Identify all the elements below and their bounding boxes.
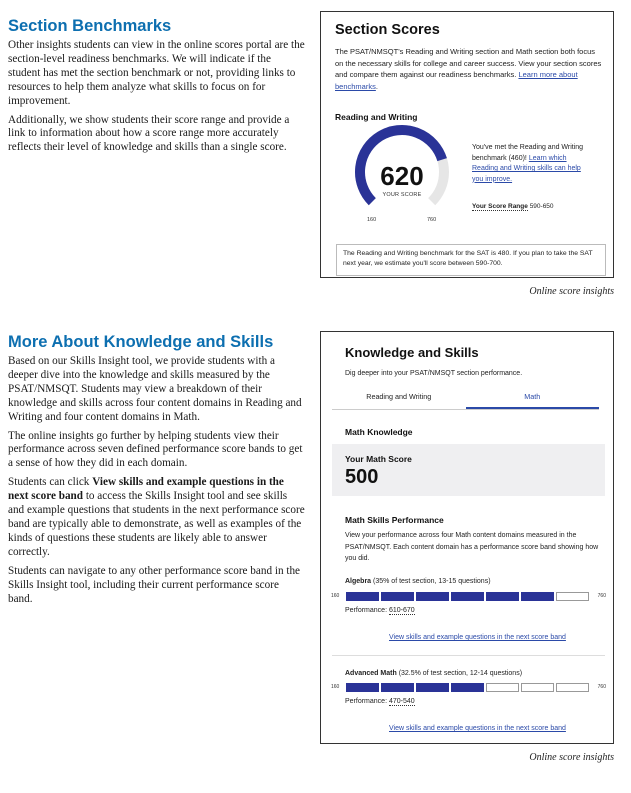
para3-bold: View skills and example questions in the next score band — [8, 476, 284, 503]
section-benchmarks-heading: Section Benchmarks — [8, 17, 172, 35]
bar-segment-filled — [346, 683, 379, 692]
domain-divider — [332, 655, 605, 656]
advanced-math-performance — [345, 696, 415, 708]
advanced-math-bar-max: 760 — [597, 684, 606, 690]
math-score-value: 500 — [345, 466, 379, 488]
section-scores-intro-text: The PSAT/NMSQT's Reading and Writing section and Math section both focus on the necessary skills for college and career success. View your section scores and compare them against our readiness benchmarks. — [335, 47, 602, 79]
knowledge-card-title: Knowledge and Skills — [345, 345, 479, 360]
advanced-math-detail: (32.5% of test section, 12-14 questions) — [398, 670, 523, 677]
reading-writing-score: 620 — [380, 161, 424, 191]
section-tabs — [332, 384, 599, 410]
bar-segment-filled — [486, 592, 519, 601]
your-math-score-label: Your Math Score — [345, 454, 412, 464]
score-range-label[interactable]: Your Score Range — [472, 203, 528, 210]
bar-segment-empty — [556, 592, 589, 601]
knowledge-paragraph-4: Students can navigate to any other performance score band in the Skills Insight tool, including their current performance score band. — [8, 564, 301, 605]
algebra-performance-range: 610-670 — [388, 607, 415, 614]
para3-suffix: to access the Skills Insight tool and see skills and example questions that students in the next performance score band are typically able to demonstrate, as well as examples of the kinds of questions these students are likely able to answer correctly. — [8, 490, 305, 558]
bar-segment-empty — [486, 683, 519, 692]
math-skills-performance-text: View your performance across four Math content domains measured in the PSAT/NMSQT. Each content domain has a performance score band showing how you did. — [345, 532, 599, 562]
algebra-bar-min: 160 — [331, 593, 340, 599]
algebra-performance-label: Performance: — [345, 607, 388, 614]
section-benchmarks-body — [8, 39, 305, 160]
benchmark-met-text — [472, 143, 590, 185]
math-skills-performance-heading: Math Skills Performance — [345, 515, 444, 525]
knowledge-card-subtitle: Dig deeper into your PSAT/NMSQT section performance. — [345, 370, 523, 377]
knowledge-skills-heading: More About Knowledge and Skills — [8, 333, 274, 351]
improve-skills-link[interactable]: Learn which Reading and Writing skills can help you improve. — [472, 154, 581, 183]
advanced-math-next-band-link[interactable]: View skills and example questions in the next score band — [389, 725, 566, 732]
benchmark-met-message: You've met the Reading and Writing benchmark (460)! — [472, 144, 584, 162]
knowledge-skills-card — [320, 331, 614, 744]
advanced-math-performance-bar — [331, 683, 606, 693]
benchmarks-paragraph-2: Additionally, we show students their score range and provide a link to information about how a score range more accurately reflects their level of knowledge and skills than a single score. — [8, 113, 290, 154]
knowledge-skills-body — [8, 355, 305, 611]
bar-segment-filled — [346, 592, 379, 601]
section-scores-card — [320, 11, 614, 278]
advanced-math-performance-range: 470-540 — [388, 698, 415, 705]
score-range — [472, 201, 554, 213]
benchmarks-paragraph-1: Other insights students can view in the online scores portal are the section-level readiness benchmarks. We will indicate if the student has met the section benchmark or not, providing links to resources to help them analyze what skills to focus on for improvement. — [8, 39, 305, 107]
bar-segment-empty — [521, 683, 554, 692]
advanced-math-segments — [346, 683, 589, 692]
caption-online-score-insights-1: Online score insights — [529, 286, 614, 297]
advanced-math-bar-min: 160 — [331, 684, 340, 690]
score-range-value: 590-650 — [529, 203, 554, 210]
algebra-detail: (35% of test section, 13-15 questions) — [373, 578, 491, 585]
algebra-bar-max: 760 — [597, 593, 606, 599]
learn-more-benchmarks-link[interactable]: Learn more about benchmarks — [335, 70, 578, 91]
bar-segment-filled — [451, 683, 484, 692]
your-score-label: YOUR SCORE — [382, 192, 422, 198]
caption-online-score-insights-2: Online score insights — [529, 752, 614, 763]
gauge-min-label: 160 — [367, 217, 377, 223]
knowledge-paragraph-2: The online insights go further by helping students view their performance across seven defined performance score bands to get a sense of how they did in each domain. — [8, 429, 303, 470]
algebra-next-band-link[interactable]: View skills and example questions in the next score band — [389, 634, 566, 641]
knowledge-paragraph-3 — [8, 476, 305, 559]
bar-segment-filled — [416, 683, 449, 692]
tab-reading-and-writing[interactable]: Reading and Writing — [366, 392, 432, 401]
bar-segment-empty — [556, 683, 589, 692]
para3-prefix: Students can click — [8, 476, 93, 489]
algebra-performance-bar — [331, 592, 606, 602]
section-scores-intro: The PSAT/NMSQT's Reading and Writing section and Math section both focus on the necessary skills for college and career success. View your section scores and compare them against our readiness benchmarks. Learn more about benchmarks. — [335, 47, 602, 91]
algebra-segments — [346, 592, 589, 601]
math-knowledge-label: Math Knowledge — [345, 427, 413, 437]
math-score-panel — [332, 444, 605, 496]
bar-segment-filled — [381, 683, 414, 692]
reading-writing-heading: Reading and Writing — [335, 112, 418, 122]
bar-segment-filled — [521, 592, 554, 601]
advanced-math-performance-label: Performance: — [345, 698, 388, 705]
algebra-performance — [345, 605, 415, 617]
gauge-max-label: 760 — [427, 217, 437, 223]
bar-segment-filled — [416, 592, 449, 601]
section-scores-title: Section Scores — [335, 22, 440, 38]
algebra-domain-title — [345, 576, 491, 588]
tab-math[interactable]: Math — [466, 384, 600, 409]
advanced-math-name: Advanced Math — [345, 670, 397, 677]
algebra-name: Algebra — [345, 578, 372, 585]
knowledge-paragraph-1: Based on our Skills Insight tool, we provide students with a deeper dive into the knowledge and skills measured by the PSAT/NMSQT. Students may view a breakdown of their knowledge and skills across four content domains in Reading and Writing and four content domains in Math. — [8, 355, 302, 423]
sat-benchmark-note: The Reading and Writing benchmark for the SAT is 480. If you plan to take the SAT next year, we estimate you'll score between 590-700. — [336, 244, 606, 276]
bar-segment-filled — [381, 592, 414, 601]
bar-segment-filled — [451, 592, 484, 601]
advanced-math-domain-title — [345, 668, 522, 680]
